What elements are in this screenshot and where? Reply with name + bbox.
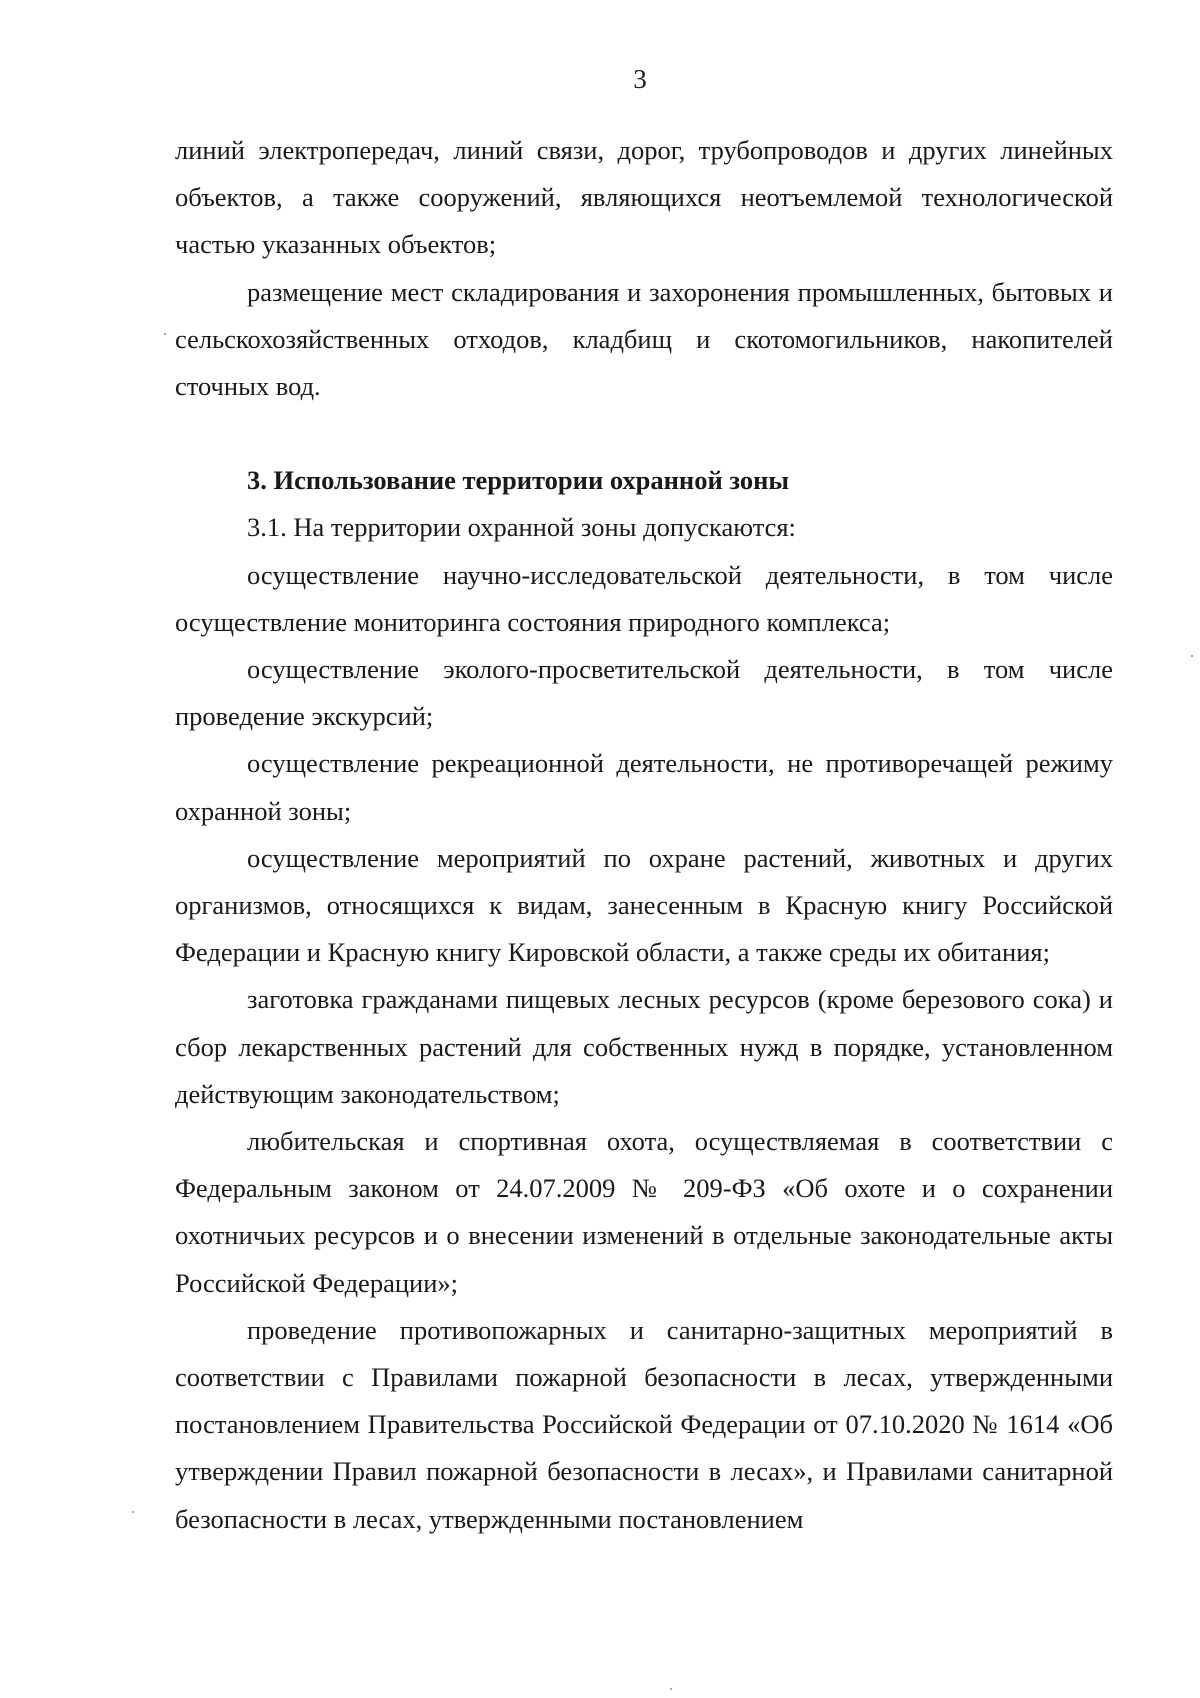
section-intro: 3.1. На территории охранной зоны допускаются: <box>247 512 796 543</box>
section-heading: 3. Использование территории охранной зоны <box>247 465 790 496</box>
paragraph-waste-sites: размещение мест складирования и захоронения промышленных, бытовых и сельскохозяйственных отходов, кладбищ и скотомогильников, накопителей сточных вод. <box>175 276 1113 402</box>
document-body <box>175 127 1113 1543</box>
scan-speck <box>670 1688 672 1690</box>
scan-speck <box>1191 655 1193 657</box>
paragraph-continuation: линий электропередач, линий связи, дорог, трубопроводов и других линейных объектов, а также сооружений, являющихся неотъемлемой технологической частью указанных объектов; <box>175 135 1113 260</box>
list-item-recreation: осуществление рекреационной деятельности, не противоречащей режиму охранной зоны; <box>175 748 1113 826</box>
list-item-fire-safety: проведение противопожарных и санитарно-защитных мероприятий в соответствии с Правилами пожарной безопасности в лесах, утвержденными постановлением Правительства Российской Федерации от 07.10.2020 № 1614 «Об утверждении Правил пожарной безопасности в лесах», и Правилами санитарной безопасности в лесах, утвержденными постановлением <box>175 1314 1113 1534</box>
scan-speck <box>164 333 166 335</box>
scan-speck <box>132 1511 134 1513</box>
list-item-food-resources: заготовка гражданами пищевых лесных ресурсов (кроме березового сока) и сбор лекарственных растений для собственных нужд в порядке, установленном действующим законодательством; <box>175 984 1113 1109</box>
list-item-education: осуществление эколого-просветительской деятельности, в том числе проведение экскурсий; <box>175 654 1113 732</box>
list-item-research: осуществление научно-исследовательской деятельности, в том числе осуществление мониторинга состояния природного комплекса; <box>175 559 1113 637</box>
list-item-hunting: любительская и спортивная охота, осуществляемая в соответствии с Федеральным законом от 24.07.2009 № 209-ФЗ «Об охоте и о сохранении охотничьих ресурсов и о внесении изменений в отдельные законодательные акты Российской Федерации»; <box>175 1126 1113 1298</box>
page-number: 3 <box>633 64 647 94</box>
list-item-red-book: осуществление мероприятий по охране растений, животных и других организмов, относящихся к видам, занесенным в Красную книгу Российской Федерации и Красную книгу Кировской области, а также среды их обитания; <box>175 842 1113 968</box>
